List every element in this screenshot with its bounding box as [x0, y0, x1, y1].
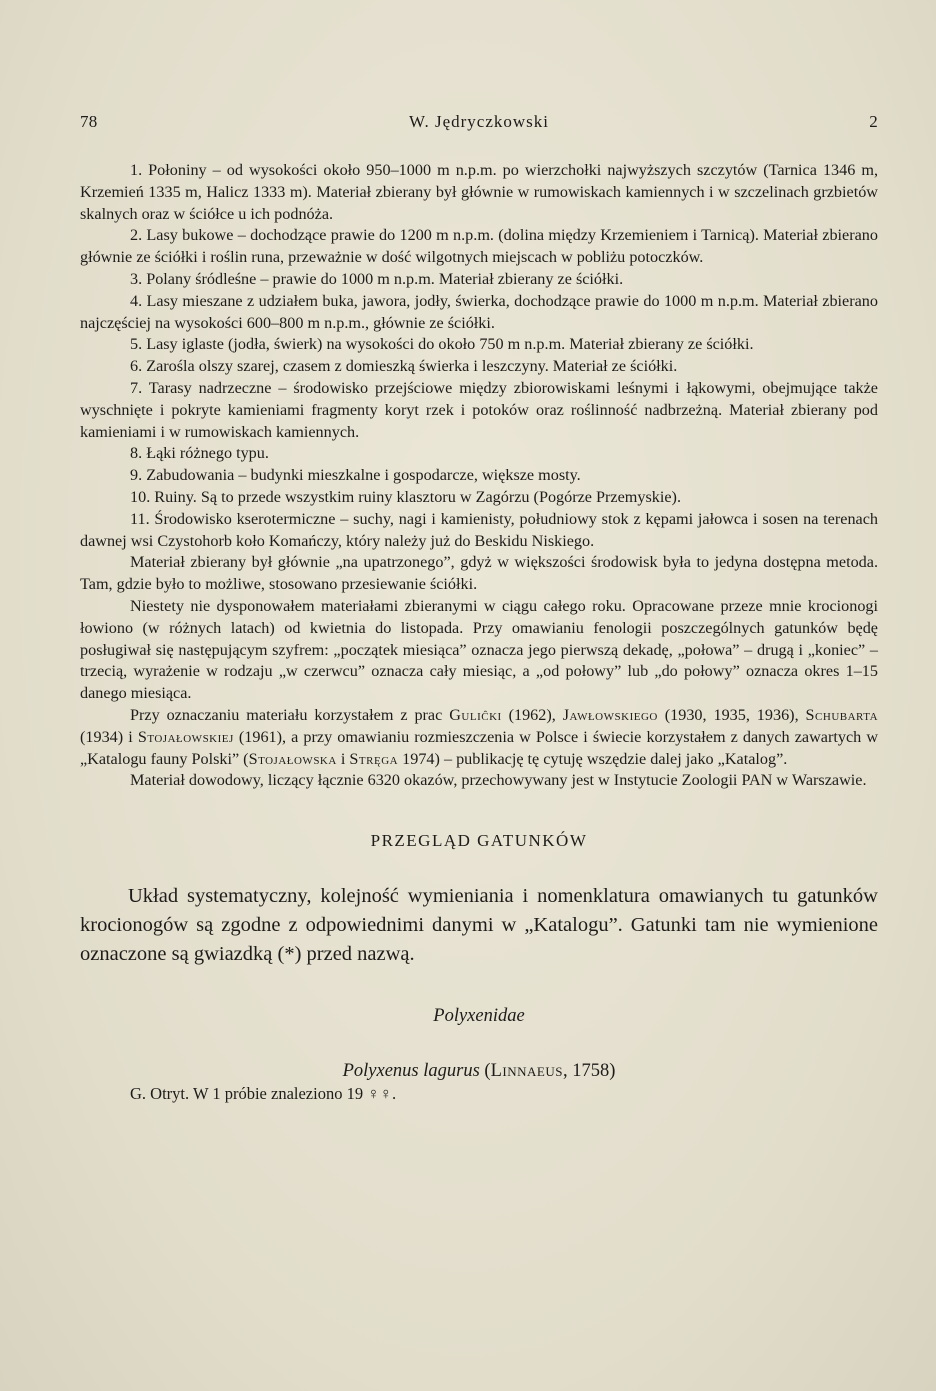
paragraph-material: Materiał dowodowy, liczący łącznie 6320 okazów, przechowywany jest w Instytucie Zoologii PAN w Warszawie.	[130, 771, 867, 790]
species-name: Polyxenus lagurus	[342, 1060, 480, 1081]
section-number: 2	[869, 112, 878, 131]
habitat-item-9: 9. Zabudowania – budynki mieszkalne i gospodarcze, większe mosty.	[130, 466, 581, 485]
page-number: 78	[80, 112, 98, 131]
specimen-record: G. Otryt. W 1 próbie znaleziono 19 ♀♀.	[130, 1083, 397, 1103]
sources-text-3: (1930, 1935, 1936),	[657, 705, 806, 724]
habitat-item-10: 10. Ruiny. Są to przede wszystkim ruiny klasztoru w Zagórzu (Pogórze Przemyskie).	[130, 487, 681, 506]
sources-text-6: i	[336, 749, 350, 768]
habitat-item-6: 6. Zarośla olszy szarej, czasem z domieszką świerka i leszczyny. Materiał ze ściółki.	[130, 357, 678, 376]
paragraph-sources	[80, 705, 878, 770]
habitat-item-7: 7. Tarasy nadrzeczne – środowisko przejściowe między zbiorowiskami leśnymi i łąkowymi, obejmujące także wyschnięte i pokryte kamieniami fragmenty koryt rzek i potoków oraz roślinność nadbrzeżną. Materiał zbierany pod kamieniami i w rumowiskach kamiennych.	[80, 378, 878, 441]
paragraph-method: Materiał zbierany był głównie „na upatrzonego”, gdyż w większości środowisk była to jedyna dostępna metoda. Tam, gdzie było to możliwe, stosowano przesiewanie ściółki.	[80, 553, 878, 594]
sources-text-5: (1961), a przy omawianiu rozmieszczenia w Polsce i świecie korzystałem z danych zawartych w „Katalogu fauny Polski” (	[80, 727, 879, 768]
citation-author: Stojałowska	[248, 749, 337, 768]
habitat-item-3: 3. Polany śródleśne – prawie do 1000 m n.p.m. Materiał zbierany ze ściółki.	[130, 269, 624, 288]
habitat-item-2: 2. Lasy bukowe – dochodzące prawie do 1200 m n.p.m. (dolina między Krzemieniem i Tarnicą). Materiał zbierano głównie ze ściółki i roślin runa, przeważnie w dość wilgotnych miejscach w pobliżu potoczków.	[80, 226, 878, 267]
species-heading	[80, 1061, 878, 1083]
sources-text-7: 1974) – publikację tę cytuję wszędzie dalej jako „Katalog”.	[398, 749, 788, 768]
citation-author: Guliĉki	[449, 705, 502, 724]
habitat-item-4: 4. Lasy mieszane z udziałem buka, jawora, jodły, świerka, dochodzące prawie do 1000 m n.p.m. Materiał zbierano najczęściej na wysokości 600–800 m n.p.m., głównie ze ściółki.	[80, 291, 878, 332]
citation-author: Stojałowskiej	[137, 727, 234, 746]
citation-author: Stręga	[349, 749, 399, 768]
species-year: , 1758)	[562, 1060, 616, 1081]
species-open: (	[479, 1060, 491, 1081]
sources-text-4: (1934) i	[80, 727, 138, 746]
running-author: W. Jędryczkowski	[408, 112, 549, 131]
systematics-note	[80, 882, 878, 969]
habitat-item-8: 8. Łąki różnego typu.	[130, 444, 269, 463]
family-name: Polyxenidae	[433, 1005, 525, 1026]
habitat-item-11: 11. Środowisko kserotermiczne – suchy, nagi i kamienisty, południowy stok z kępami jałowca i sosen na terenach dawnej wsi Czystohorb koło Komańczy, który należy już do Beskidu Niskiego.	[80, 509, 878, 550]
body-text	[80, 160, 878, 1104]
habitat-item-1: 1. Połoniny – od wysokości około 950–1000 m n.p.m. po wierzchołki najwyższych szczytów (Tarnica 1346 m, Krzemień 1335 m, Halicz 1333 m). Materiał zbierany był głównie w rumowiskach kamiennych i w szczelinach grzbietów skalnych oraz w ściółce u ich podnóża.	[80, 161, 878, 223]
citation-author: Schubarta	[805, 705, 879, 724]
systematics-note-text: Układ systematyczny, kolejność wymieniania i nomenklatura omawianych tu gatunków krocionogów są zgodne z odpowiednimi danymi w „Katalogu”. Gatunki tam nie wymienione oznaczone są gwiazdką (*) przed nazwą.	[80, 884, 878, 965]
habitat-item-5: 5. Lasy iglaste (jodła, świerk) na wysokości do około 750 m n.p.m. Materiał zbierany ze ściółki.	[130, 335, 754, 354]
species-author: Linnaeus	[490, 1060, 563, 1081]
section-heading: PRZEGLĄD GATUNKÓW	[370, 831, 588, 851]
paragraph-phenology: Niestety nie dysponowałem materiałami zbieranymi w ciągu całego roku. Opracowane przeze mnie krocionogi łowiono (w różnych latach) od kwietnia do listopada. Przy omawianiu fenologii poszczególnych gatunków będę posługiwał się następującym szyfrem: „początek miesiąca” oznacza jego pierwszą dekadę, „połowa” – drugą i „koniec” – trzecią, wyrażenie w rodzaju „w czerwcu” oznacza cały miesiąc, a „od połowy” lub „do połowy” oznacza okres 1–15 danego miesiąca.	[80, 596, 878, 703]
running-header	[80, 112, 878, 138]
sources-text-1: Przy oznaczaniu materiału korzystałem z prac	[130, 705, 450, 724]
sources-text-2: (1962),	[501, 705, 563, 724]
citation-author: Jawłowskiego	[562, 705, 658, 724]
